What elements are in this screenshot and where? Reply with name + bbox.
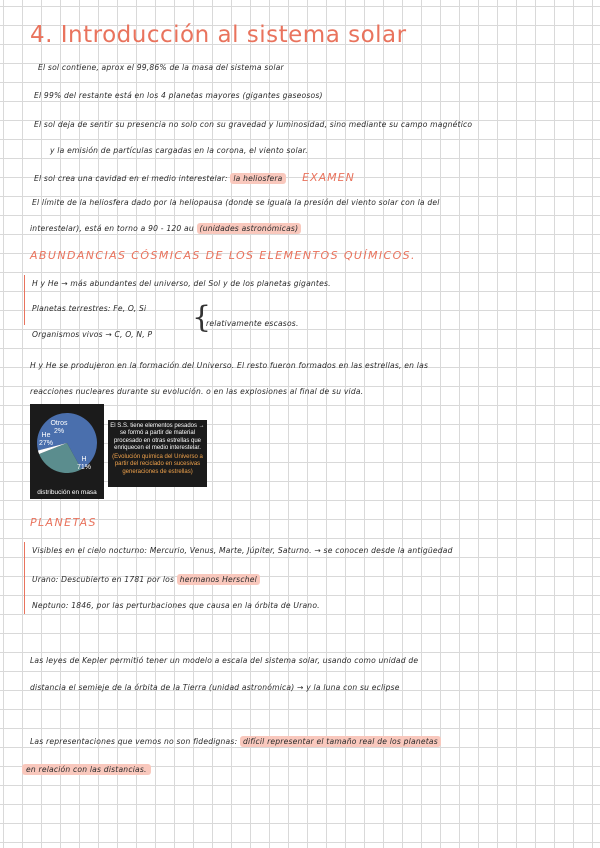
herschel-highlight: hermanos Herschel bbox=[177, 574, 260, 585]
unidades-highlight: (unidades astronómicas) bbox=[197, 223, 302, 234]
pie-label-otros: Otros 2% bbox=[50, 420, 68, 435]
line-campo-magnetico: El sol deja de sentir su presencia no solo con su gravedad y luminosidad, sino mediante su campo magnético bbox=[34, 120, 473, 129]
line-heliopausa: El límite de la heliosfera dado por la heliopausa (donde se iguala la presión del viento solar con la del bbox=[32, 198, 440, 207]
interestelar-text: interestelar), está en torno a 90 - 120 au bbox=[30, 224, 194, 233]
line-produccion: H y He se produjeron en la formación del Universo. El resto fueron formados en las estrellas, en las bbox=[30, 361, 429, 370]
line-visibles: Visibles en el cielo nocturno: Mercurio, Venus, Marte, Júpiter, Saturno. → se conocen desde la antigüedad bbox=[32, 546, 453, 555]
line-planetas-mayores: El 99% del restante está en los 4 planetas mayores (gigantes gaseosos) bbox=[34, 91, 323, 100]
planetas-heading: PLANETAS bbox=[30, 516, 97, 529]
note-box bbox=[108, 420, 207, 487]
line-sol-masa: El sol contiene, aprox el 99,86% de la masa del sistema solar bbox=[38, 63, 284, 72]
line-h-he: H y He → más abundantes del universo, del Sol y de los planetas gigantes. bbox=[32, 279, 331, 288]
line-interestelar bbox=[30, 224, 301, 233]
cavidad-text: El sol crea una cavidad en el medio interestelar: bbox=[34, 174, 228, 183]
planetas-bracket bbox=[24, 542, 25, 614]
line-viento-solar: y la emisión de partículas cargadas en la corona, el viento solar. bbox=[50, 146, 308, 155]
distancias-highlight: en relación con las distancias. bbox=[22, 764, 151, 775]
pie-label-he: He 27% bbox=[38, 432, 53, 447]
note-orange-text: (Evolución química del Universo a partir del reciclado en sucesivas generaciones de estrellas) bbox=[112, 454, 203, 475]
examen-label: EXAMEN bbox=[302, 171, 355, 184]
pie-caption: distribución en masa bbox=[37, 489, 97, 496]
note-white-text: El S.S. tiene elementos pesados → se formó a partir de material procesado en otras estrellas que enriquecen el medio interestelar. bbox=[110, 423, 205, 451]
line-organismos: Organismos vivos → C, O, N, P bbox=[32, 330, 153, 339]
abundancias-heading: ABUNDANCIAS CÓSMICAS DE LOS ELEMENTOS QUÍMICOS. bbox=[30, 249, 416, 262]
curly-brace: { bbox=[192, 300, 212, 335]
representaciones-text: Las representaciones que vemos no son fidedignas: bbox=[30, 737, 238, 746]
abundancias-bracket bbox=[24, 275, 25, 325]
heliosfera-highlight: la heliosfera bbox=[230, 173, 285, 184]
line-representaciones bbox=[30, 737, 441, 746]
line-neptuno: Neptuno: 1846, por las perturbaciones que causa en la órbita de Urano. bbox=[32, 601, 320, 610]
line-kepler-2: distancia el semieje de la órbita de la Tierra (unidad astronómica) → y la luna con su eclipse bbox=[30, 683, 400, 692]
line-urano bbox=[32, 575, 260, 584]
line-reacciones: reacciones nucleares durante su evolución. o en las explosiones al final de su vida. bbox=[30, 387, 364, 396]
line-kepler-1: Las leyes de Kepler permitió tener un modelo a escala del sistema solar, usando como unidad de bbox=[30, 656, 419, 665]
page-title: 4. Introducción al sistema solar bbox=[30, 22, 407, 48]
pie-chart-figure bbox=[30, 404, 104, 499]
dificil-highlight: difícil representar el tamaño real de los planetas bbox=[240, 736, 441, 747]
pie-label-h: H 71% bbox=[76, 456, 91, 471]
urano-text: Urano: Descubierto en 1781 por los bbox=[32, 575, 175, 584]
line-cavidad bbox=[34, 171, 355, 184]
brace-note: relativamente escasos. bbox=[206, 319, 299, 328]
line-planetas-terrestres: Planetas terrestres: Fe, O, Si bbox=[32, 304, 147, 313]
